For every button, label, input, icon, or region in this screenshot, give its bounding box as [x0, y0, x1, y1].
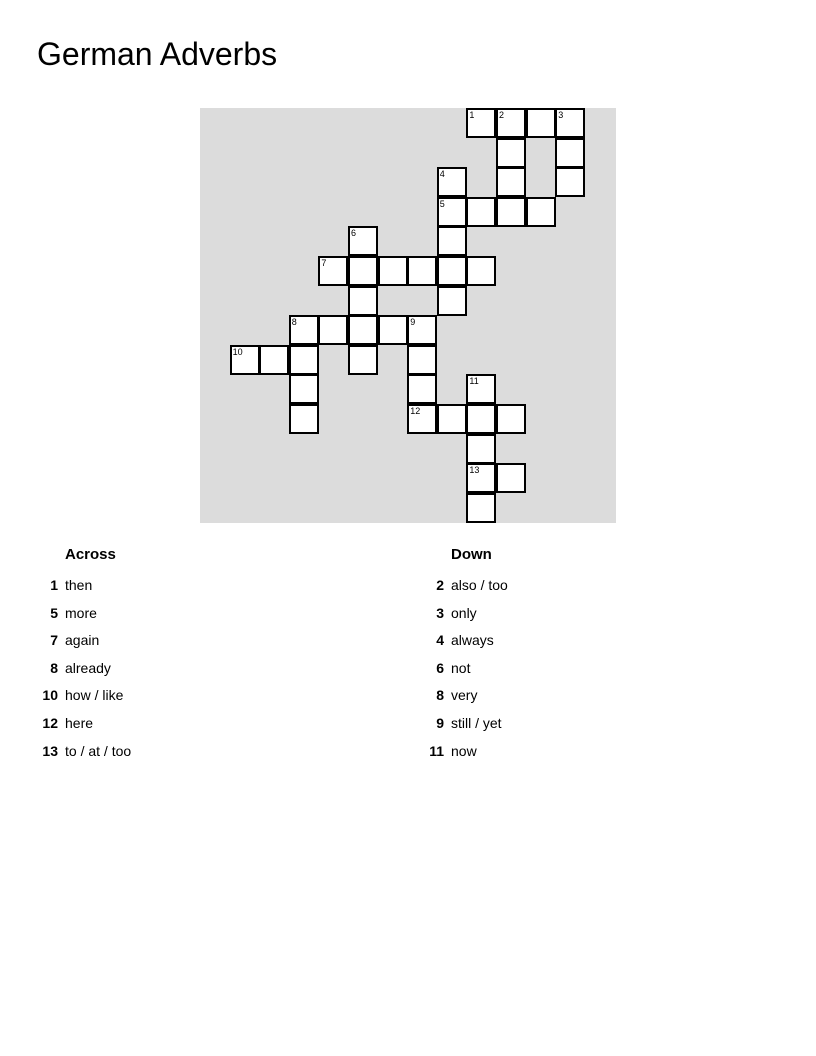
grid-cell[interactable]: [437, 404, 467, 434]
grid-cell[interactable]: [555, 167, 585, 197]
grid-cell[interactable]: [348, 226, 378, 256]
across-heading-label: Across: [65, 546, 116, 563]
clue-number: 13: [42, 742, 58, 759]
clue-number: 3: [436, 604, 444, 621]
clue-number: 3: [558, 110, 564, 120]
grid-cell[interactable]: [466, 256, 496, 286]
clue-number: 5: [50, 604, 58, 621]
clue-text: not: [451, 659, 471, 676]
clue-number: 12: [42, 714, 58, 731]
grid-cell[interactable]: [407, 345, 437, 375]
across-clue: [36, 632, 396, 660]
clue-text: already: [65, 659, 111, 676]
clue-number: 6: [436, 659, 444, 676]
grid-cell[interactable]: [407, 256, 437, 286]
clue-text: still / yet: [451, 714, 502, 731]
grid-cell[interactable]: [466, 493, 496, 523]
clue-text: then: [65, 577, 93, 593]
grid-cell[interactable]: [437, 197, 467, 227]
down-clue: [422, 715, 782, 743]
grid-cell[interactable]: [466, 463, 496, 493]
page-title: German Adverbs: [37, 36, 278, 72]
grid-cell[interactable]: [289, 404, 319, 434]
grid-cell[interactable]: [466, 374, 496, 404]
grid-cell[interactable]: [378, 315, 408, 345]
clue-number: 1: [50, 577, 58, 593]
grid-cell[interactable]: [289, 374, 319, 404]
clue-text: also / too: [451, 577, 508, 593]
grid-cell[interactable]: [318, 315, 348, 345]
clue-number: 8: [436, 687, 444, 704]
clue-text: again: [65, 632, 100, 649]
grid-cell[interactable]: [496, 138, 526, 168]
across-clue: [36, 687, 396, 715]
clue-number: 9: [436, 714, 444, 731]
grid-cell[interactable]: [407, 404, 437, 434]
clue-text: always: [451, 632, 494, 649]
across-heading: [36, 546, 396, 568]
clue-text: how / like: [65, 687, 124, 704]
across-clue: [36, 743, 396, 771]
across-clue: [36, 660, 396, 688]
grid-cell[interactable]: [496, 404, 526, 434]
clue-number: 13: [469, 465, 480, 476]
clue-number: 4: [436, 632, 444, 649]
grid-cell[interactable]: [348, 256, 378, 286]
clue-number: 2: [499, 110, 505, 120]
clue-number: 11: [469, 376, 479, 387]
clue-number: 8: [291, 317, 297, 328]
grid-cell[interactable]: [555, 138, 585, 168]
clue-number: 7: [321, 258, 327, 268]
grid-cell[interactable]: [526, 197, 556, 227]
grid-cell[interactable]: [466, 108, 496, 138]
grid-cell[interactable]: [289, 315, 319, 345]
clue-number: 8: [50, 659, 58, 676]
across-clues: [36, 546, 396, 770]
clue-number: 1: [469, 110, 475, 120]
across-clue: [36, 577, 396, 605]
down-clues: [422, 546, 782, 770]
down-clue: [422, 577, 782, 605]
down-clue: [422, 743, 782, 771]
clue-text: very: [451, 687, 478, 704]
down-clue: [422, 632, 782, 660]
grid-cell[interactable]: [466, 434, 496, 464]
clue-number: 2: [436, 577, 444, 593]
grid-cell[interactable]: [496, 463, 526, 493]
clue-number: 10: [42, 687, 58, 704]
grid-cell[interactable]: [437, 226, 467, 256]
grid-cell[interactable]: [230, 345, 260, 375]
grid-cell[interactable]: [318, 256, 348, 286]
grid-cell[interactable]: [496, 108, 526, 138]
grid-cell[interactable]: [437, 286, 467, 316]
grid-cell[interactable]: [348, 345, 378, 375]
grid-cell[interactable]: [378, 256, 408, 286]
grid-cell[interactable]: [348, 286, 378, 316]
clue-number: 12: [410, 406, 421, 416]
grid-cell[interactable]: [407, 315, 437, 345]
clue-number: 7: [50, 632, 58, 649]
grid-cell[interactable]: [496, 197, 526, 227]
grid-cell[interactable]: [348, 315, 378, 345]
grid-cell[interactable]: [437, 167, 467, 197]
clue-text: more: [65, 604, 97, 621]
clue-text: only: [451, 604, 477, 621]
down-heading-label: Down: [451, 546, 492, 563]
across-clue: [36, 715, 396, 743]
grid-cell[interactable]: [526, 108, 556, 138]
grid-cell[interactable]: [496, 167, 526, 197]
clue-number: 10: [232, 346, 243, 357]
clue-number: 4: [439, 169, 445, 180]
clue-number: 11: [429, 742, 444, 759]
crossword-grid: [200, 108, 616, 523]
clue-number: 9: [410, 317, 416, 328]
clue-text: here: [65, 714, 94, 731]
down-clue: [422, 660, 782, 688]
down-clue: [422, 687, 782, 715]
grid-cell[interactable]: [437, 256, 467, 286]
across-clue: [36, 605, 396, 633]
down-clue: [422, 605, 782, 633]
grid-cell[interactable]: [466, 197, 496, 227]
grid-cell[interactable]: [555, 108, 585, 138]
grid-cell[interactable]: [407, 374, 437, 404]
clue-text: now: [451, 742, 477, 759]
clue-text: to / at / too: [65, 742, 132, 759]
grid-cell[interactable]: [466, 404, 496, 434]
clue-number: 6: [351, 228, 357, 239]
grid-cell[interactable]: [289, 345, 319, 375]
down-heading: [422, 546, 782, 568]
clue-number: 5: [439, 198, 445, 209]
grid-cell[interactable]: [259, 345, 289, 375]
